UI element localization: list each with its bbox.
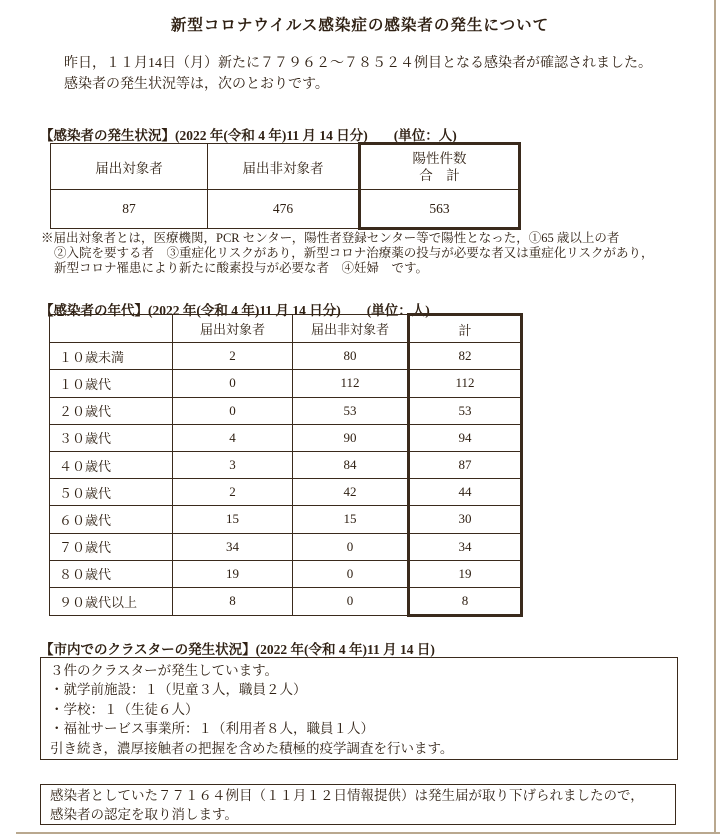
age-total: 44 — [409, 479, 522, 506]
age-label: １０歳代 — [50, 370, 173, 397]
age-nontarget: 0 — [293, 587, 409, 615]
age-label: １０歳未満 — [50, 343, 173, 370]
age-label: ９０歳代以上 — [50, 587, 173, 615]
cluster-line-5: 引き続き，濃厚接触者の把握を含めた積極的疫学調査を行います。 — [50, 740, 454, 756]
intro-line-1: 昨日，１１月14日（月）新たに７７９６２～７８５２４例目となる感染者が確認されました。 — [64, 56, 652, 71]
age-nontarget: 42 — [293, 479, 409, 506]
cluster-heading-text: 【市内でのクラスターの発生状況】(2022 年(令和 4 年)11 月 14 日) — [40, 638, 435, 661]
age-header-total: 計 — [409, 315, 522, 343]
cluster-info-box — [40, 657, 678, 760]
page-edge-line-bottom — [16, 832, 720, 834]
age-target: 4 — [173, 424, 293, 451]
retraction-notice-box — [40, 784, 676, 825]
age-heading-text: 【感染者の年代】(2022 年(令和 4 年)11 月 14 日分) — [40, 303, 341, 318]
age-target: 2 — [173, 343, 293, 370]
age-table — [49, 313, 523, 617]
age-total: 8 — [409, 587, 522, 615]
status-col3-header-line1: 陽性件数 — [412, 151, 467, 166]
age-nontarget: 15 — [293, 506, 409, 533]
age-target: 3 — [173, 451, 293, 478]
table-row — [50, 397, 522, 424]
status-table-value-row — [51, 190, 520, 229]
status-heading-text: 【感染者の発生状況】(2022 年(令和 4 年)11 月 14 日分) — [40, 128, 368, 143]
age-total: 112 — [409, 370, 522, 397]
age-total: 19 — [409, 560, 522, 587]
age-total: 94 — [409, 424, 522, 451]
intro-line-2: 感染者の発生状況等は，次のとおりです。 — [64, 77, 329, 92]
table-row — [50, 370, 522, 397]
age-table-header-row — [50, 315, 522, 343]
age-total: 53 — [409, 397, 522, 424]
table-row — [50, 533, 522, 560]
status-col3-header-line2: 合 計 — [419, 168, 460, 183]
status-section-heading — [40, 124, 457, 144]
age-header-blank — [50, 315, 173, 343]
notification-note — [41, 231, 701, 276]
retraction-line-2: 感染者の認定を取り消します。 — [50, 806, 238, 822]
age-total: 30 — [409, 506, 522, 533]
status-col3-header — [360, 144, 520, 190]
table-row — [50, 343, 522, 370]
age-label: ６０歳代 — [50, 506, 173, 533]
age-target: 2 — [173, 479, 293, 506]
age-target: 0 — [173, 370, 293, 397]
table-row — [50, 479, 522, 506]
page-title: 新型コロナウイルス感染症の感染者の発生について — [170, 17, 550, 34]
note-line-1: ※届出対象者とは，医療機関，PCR センター，陽性者登録センター等で陽性となった，①65 歳以上の者 — [41, 231, 620, 245]
status-col2-header: 届出非対象者 — [208, 144, 360, 190]
age-header-nontarget: 届出非対象者 — [293, 315, 409, 343]
age-target: 0 — [173, 397, 293, 424]
age-nontarget: 0 — [293, 533, 409, 560]
age-header-target: 届出対象者 — [173, 315, 293, 343]
table-row — [50, 506, 522, 533]
age-label: ７０歳代 — [50, 533, 173, 560]
cluster-line-3: ・学校：１（生徒６人） — [50, 701, 199, 717]
age-target: 15 — [173, 506, 293, 533]
age-nontarget: 90 — [293, 424, 409, 451]
table-row — [50, 560, 522, 587]
age-nontarget: 0 — [293, 560, 409, 587]
status-table-header-row — [51, 144, 520, 190]
age-total: 82 — [409, 343, 522, 370]
status-col1-header: 届出対象者 — [51, 144, 208, 190]
status-col2-value: 476 — [208, 190, 360, 229]
status-col3-value: 563 — [360, 190, 520, 229]
age-target: 8 — [173, 587, 293, 615]
age-total: 34 — [409, 533, 522, 560]
status-table — [50, 142, 521, 230]
cluster-line-2: ・就学前施設：１（児童３人，職員２人） — [50, 682, 307, 698]
status-unit-label: (単位：人) — [393, 128, 457, 143]
age-target: 34 — [173, 533, 293, 560]
age-label: ２０歳代 — [50, 397, 173, 424]
age-nontarget: 80 — [293, 343, 409, 370]
age-total: 87 — [409, 451, 522, 478]
age-target: 19 — [173, 560, 293, 587]
age-nontarget: 53 — [293, 397, 409, 424]
age-label: ３０歳代 — [50, 424, 173, 451]
retraction-line-1: 感染者としていた７７１６４例目（１１月１２日情報提供）は発生届が取り下げられましたので， — [50, 788, 644, 803]
age-label: ８０歳代 — [50, 560, 173, 587]
age-label: ４０歳代 — [50, 451, 173, 478]
age-nontarget: 112 — [293, 370, 409, 397]
table-row — [50, 451, 522, 478]
cluster-line-4: ・福祉サービス事業所：１（利用者８人，職員１人） — [50, 721, 374, 737]
age-label: ５０歳代 — [50, 479, 173, 506]
cluster-line-1: ３件のクラスターが発生しています。 — [50, 663, 279, 678]
table-row — [50, 424, 522, 451]
table-row — [50, 587, 522, 615]
page-edge-line-right — [714, 0, 716, 834]
intro-paragraph — [64, 53, 684, 95]
status-col1-value: 87 — [51, 190, 208, 229]
age-nontarget: 84 — [293, 451, 409, 478]
note-line-2: ②入院を要する者 ③重症化リスクがあり，新型コロナ治療薬の投与が必要な者又は重症化リスクがあり， — [54, 246, 654, 260]
note-line-3: 新型コロナ罹患により新たに酸素投与が必要な者 ④妊婦 です。 — [54, 261, 429, 275]
age-unit-label: (単位：人) — [366, 303, 430, 318]
